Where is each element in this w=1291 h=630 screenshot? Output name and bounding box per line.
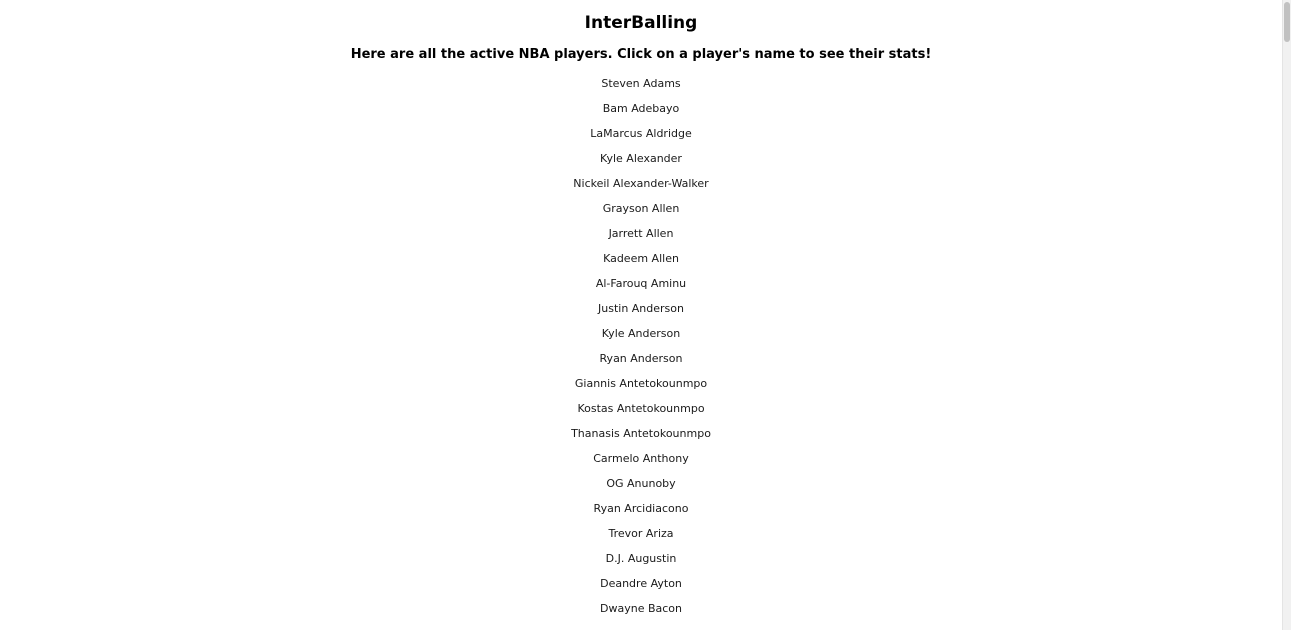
list-item [0, 547, 1282, 572]
player-link[interactable]: Bam Adebayo [602, 102, 680, 115]
player-link[interactable]: Kostas Antetokounmpo [577, 402, 705, 415]
list-item [0, 497, 1282, 522]
scrollbar-thumb[interactable] [1284, 2, 1290, 42]
list-item [0, 72, 1282, 97]
player-link[interactable]: Steven Adams [601, 77, 681, 90]
player-link[interactable]: Al-Farouq Aminu [595, 277, 687, 290]
player-link[interactable]: Ryan Anderson [599, 352, 683, 365]
list-item [0, 197, 1282, 222]
list-item [0, 147, 1282, 172]
list-item [0, 572, 1282, 597]
list-item [0, 247, 1282, 272]
player-link[interactable]: Kyle Alexander [600, 152, 682, 165]
list-item [0, 397, 1282, 422]
list-item [0, 372, 1282, 397]
player-link[interactable]: Kadeem Allen [603, 252, 679, 265]
player-link[interactable]: Kyle Anderson [601, 327, 681, 340]
player-link[interactable]: Thanasis Antetokounmpo [571, 427, 711, 440]
player-link[interactable]: Jarrett Allen [608, 227, 674, 240]
list-item [0, 522, 1282, 547]
list-item [0, 422, 1282, 447]
list-item [0, 472, 1282, 497]
player-link[interactable]: Carmelo Anthony [593, 452, 689, 465]
player-link[interactable]: Giannis Antetokounmpo [574, 377, 708, 390]
player-link[interactable]: Ryan Arcidiacono [593, 502, 689, 515]
list-item [0, 347, 1282, 372]
site-title: InterBalling [584, 13, 698, 33]
list-item [0, 297, 1282, 322]
list-item [0, 122, 1282, 147]
page-subtitle: Here are all the active NBA players. Click on a player's name to see their stats! [350, 47, 932, 62]
vertical-scrollbar[interactable] [1282, 0, 1291, 630]
list-item [0, 172, 1282, 197]
player-link[interactable]: Deandre Ayton [600, 577, 682, 590]
list-item [0, 272, 1282, 297]
player-link[interactable]: Grayson Allen [602, 202, 680, 215]
player-link[interactable]: Nickeil Alexander-Walker [573, 177, 709, 190]
player-link[interactable]: Trevor Ariza [608, 527, 674, 540]
player-link[interactable]: LaMarcus Aldridge [590, 127, 692, 140]
list-item [0, 597, 1282, 622]
player-link[interactable]: OG Anunoby [606, 477, 676, 490]
list-item [0, 97, 1282, 122]
list-item [0, 222, 1282, 247]
list-item [0, 322, 1282, 347]
player-link[interactable]: Dwayne Bacon [600, 602, 682, 615]
player-list [0, 72, 1282, 622]
list-item [0, 447, 1282, 472]
player-link[interactable]: Justin Anderson [598, 302, 684, 315]
player-link[interactable]: D.J. Augustin [605, 552, 677, 565]
